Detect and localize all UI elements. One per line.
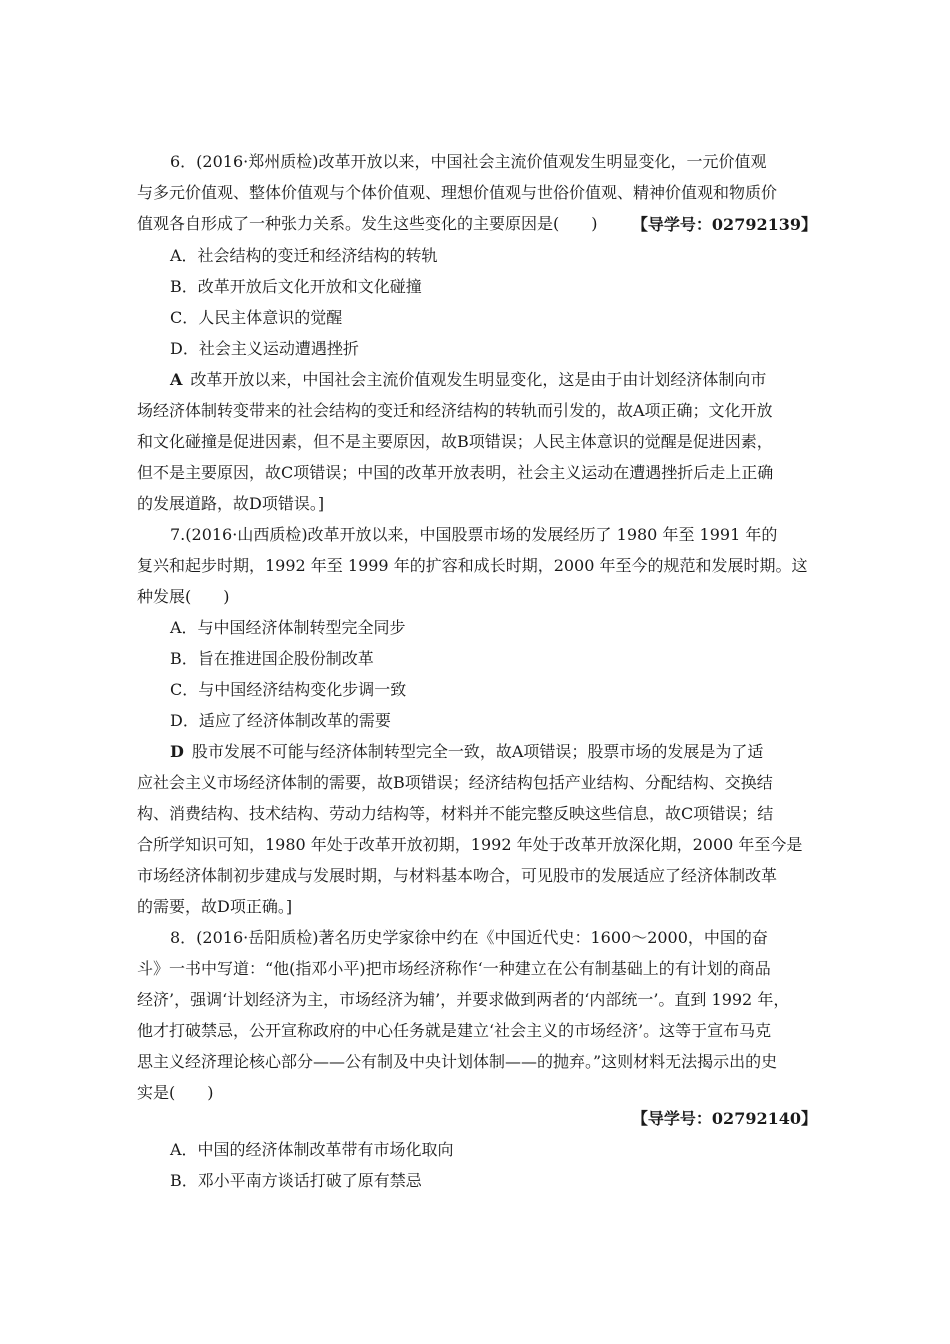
- q6-stem-line-1: 6．(2016·郑州质检)改革开放以来，中国社会主流价值观发生明显变化，一元价值观: [170, 152, 767, 171]
- q6-explanation-line-5: 的发展道路，故D项错误。]: [137, 494, 325, 513]
- q7-answer-letter: D: [170, 742, 184, 761]
- q8-reference-number: 【导学号：02792140】: [631, 1109, 817, 1128]
- q7-explanation-line-5: 市场经济体制初步建成与发展时期，与材料基本吻合，可见股市的发展适应了经济体制改革: [137, 866, 778, 885]
- q6-stem-line-3: 值观各自形成了一种张力关系。发生这些变化的主要原因是( ): [137, 214, 598, 233]
- q6-answer-letter: A: [170, 370, 183, 389]
- q7-explanation-line-1: [170, 736, 820, 767]
- q7-explanation-text: 股市发展不可能与经济体制转型完全一致，故A项错误；股票市场的发展是为了适: [191, 742, 764, 761]
- q6-option-a: A．社会结构的变迁和经济结构的转轨: [170, 246, 438, 265]
- q6-explanation-line-3: 和文化碰撞是促进因素，但不是主要原因，故B项错误；人民主体意识的觉醒是促进因素，: [137, 432, 773, 451]
- q7-explanation-line-3: 构、消费结构、技术结构、劳动力结构等，材料并不能完整反映这些信息，故C项错误；结: [137, 804, 774, 823]
- q6-option-b: B．改革开放后文化开放和文化碰撞: [170, 277, 422, 296]
- q7-explanation-line-6: 的需要，故D项正确。]: [137, 897, 293, 916]
- q8-stem-line-4: 他才打破禁忌，公开宣称政府的中心任务就是建立‘社会主义的市场经济’。这等于宣布马克: [137, 1021, 772, 1040]
- q6-option-d: D．社会主义运动遭遇挫折: [170, 339, 359, 358]
- q6-explanation-line-2: 场经济体制转变带来的社会结构的变迁和经济结构的转轨而引发的，故A项正确；文化开放: [137, 401, 773, 420]
- q7-explanation-line-4: 合所学知识可知，1980 年处于改革开放初期，1992 年处于改革开放深化期，2000 年至今是: [137, 835, 803, 854]
- q8-option-b: B．邓小平南方谈话打破了原有禁忌: [170, 1171, 422, 1190]
- q6-explanation-line-4: 但不是主要原因，故C项错误；中国的改革开放表明，社会主义运动在遭遇挫折后走上正确: [137, 463, 774, 482]
- q8-stem-line-3: 经济’，强调‘计划经济为主，市场经济为辅’，并要求做到两者的‘内部统一’。直到 1992 年，: [137, 990, 790, 1009]
- q8-option-a: A．中国的经济体制改革带有市场化取向: [170, 1140, 454, 1159]
- q7-stem-line-2: 复兴和起步时期，1992 年至 1999 年的扩容和成长时期，2000 年至今的规范和发展时期。这: [137, 556, 808, 575]
- q8-stem-line-2: 斗》一书中写道：“他(指邓小平)把市场经济称作‘一种建立在公有制基础上的有计划的商品: [137, 959, 771, 978]
- q7-explanation-line-2: 应社会主义市场经济体制的需要，故B项错误；经济结构包括产业结构、分配结构、交换结: [137, 773, 773, 792]
- q6-explanation-text: 改革开放以来，中国社会主流价值观发生明显变化，这是由于由计划经济体制向市: [190, 370, 767, 389]
- q8-stem-line-6: 实是( ): [137, 1083, 214, 1102]
- q8-stem-line-1: 8．(2016·岳阳质检)著名历史学家徐中约在《中国近代史：1600～2000，中国的奋: [170, 928, 768, 947]
- q6-stem-line-2: 与多元价值观、整体价值观与个体价值观、理想价值观与世俗价值观、精神价值观和物质价: [137, 183, 778, 202]
- q8-stem-line-5: 思主义经济理论核心部分——公有制及中央计划体制——的抛弃。”这则材料无法揭示出的史: [137, 1052, 778, 1071]
- q7-stem-line-3: 种发展( ): [137, 587, 230, 606]
- q7-option-b: B．旨在推进国企股份制改革: [170, 649, 374, 668]
- q6-explanation-line-1: [170, 364, 820, 395]
- q7-option-c: C．与中国经济结构变化步调一致: [170, 680, 407, 699]
- q6-option-c: C．人民主体意识的觉醒: [170, 308, 343, 327]
- q6-reference-number: 【导学号：02792139】: [631, 215, 817, 234]
- q7-stem-line-1: 7.(2016·山西质检)改革开放以来，中国股票市场的发展经历了 1980 年至 1991 年的: [170, 525, 778, 544]
- q7-option-d: D．适应了经济体制改革的需要: [170, 711, 391, 730]
- q7-option-a: A．与中国经济体制转型完全同步: [170, 618, 406, 637]
